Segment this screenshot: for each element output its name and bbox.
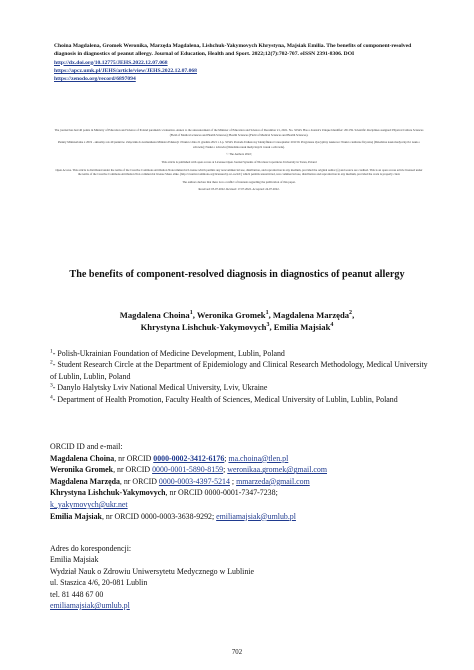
separator: ; — [229, 476, 237, 486]
notice-copyright: © The Authors 2022; — [226, 152, 252, 157]
email-link[interactable]: k_yakymovych@ukr.net — [50, 499, 128, 509]
notice-open-access: Open Access. This article is distributed under the terms of the Creative Commons Attribution Noncommercial License which permits any noncommercial use, distribution, and reproduction in any medium, provided the original author (s) and source are credited. This is an open access article licensed under the terms of the Creative Commons Attribution Non commercial license Share alike. (http://creativecommons.org/licenses/by-nc-sa/4.0/) which permits unrestricted, non commercial use, distribution and reproduction in any medium, provided the work is properly cited. — [55, 167, 423, 177]
separator: ; — [224, 453, 229, 463]
affiliation-item — [50, 394, 428, 405]
notice-license: This article is published with open access at Licensee Open Journal Systems of Nicolaus Copernicus University in Torun, Poland — [161, 159, 317, 164]
affiliation-text: - Student Research Circle at the Department of Epidemiology and Clinical Research Methodology, Medical University of Lublin, Lublin, Poland — [50, 360, 428, 381]
article-link[interactable]: https://apcz.umk.pl/JEHS/article/view/JEHS.2022.12.07.068 — [54, 67, 197, 74]
notice-points-pl: Punkty Ministerialne z 2019 - aktualny rok 40 punktów. Załącznik do komunikatu Ministra Edukacji i Nauki z dnia 21 grudnia 2021 r. Lp. 32343. Posiada Unikatowy Identyfikator Czasopisma: 201159. Przypisane dyscypliny naukowe: Nauki o kulturze fizycznej (Dziedzina nauk medycznych i nauk o zdrowiu); Nauki o zdrowiu (Dziedzina nauk medycznych i nauk o zdrowiu). — [58, 140, 420, 149]
orcid-author-name: Weronika Gromek — [50, 465, 114, 475]
affiliation-item — [50, 359, 428, 382]
orcid-label: , nr ORCID — [114, 453, 154, 463]
notice-points-en: The journal has had 40 points in Ministry of Education and Science of Poland parametric evaluation. Annex to the announcement of the Minister of Education and Science of December 21, 2021. No. 32343. Has a Journal's Unique Identifier: 201159. Scientific disciplines assigned: Physical Culture Sciences (Field of Medical sciences and Health Sciences); Health Sciences (Field of Medical Sciences and Health Sciences). — [54, 128, 424, 137]
affiliation-item — [50, 382, 428, 393]
citation-block — [54, 42, 426, 83]
author-affiliation-mark: 1 — [265, 310, 269, 317]
affiliation-text: - Department of Health Promotion, Faculty Health of Sciences, Medical University of Lublin, Lublin, Poland — [52, 394, 398, 404]
orcid-author-name: Emilia Majsiak — [50, 511, 102, 521]
email-link[interactable]: mmarzeda@gmail.com — [236, 476, 310, 486]
email-link[interactable]: weronikaa.gromek@gmail.com — [227, 465, 327, 475]
author-affiliation-mark: 3 — [266, 322, 270, 329]
orcid-row — [50, 453, 428, 465]
paper-title: The benefits of component-resolved diagnosis in diagnostics of peanut allergy — [69, 269, 405, 280]
affiliation-number: 4 — [50, 394, 53, 400]
orcid-label: , nr ORCID 0000-0001-7347-7238; — [165, 488, 278, 498]
orcid-link[interactable]: 0000-0003-4397-5214 — [158, 476, 230, 486]
orcid-row — [50, 487, 428, 499]
correspondence-heading: Adres do korespondencji: — [50, 544, 132, 553]
orcid-row — [50, 476, 428, 488]
affiliation-number: 2 — [50, 359, 53, 366]
orcid-link[interactable]: 0000-0002-3412-6176 — [153, 453, 225, 463]
correspondence-address — [50, 543, 428, 611]
zenodo-link[interactable]: https://zenodo.org/record/6897094 — [54, 76, 136, 83]
orcid-author-name: Magdalena Marzęda — [50, 476, 120, 486]
orcid-row — [50, 511, 428, 523]
correspondence-email-link[interactable]: emiliamajsiak@umlub.pl — [50, 601, 130, 611]
author-name: Emilia Majsiak — [273, 322, 331, 333]
author-affiliation-mark: 1 — [189, 310, 193, 317]
orcid-row — [50, 499, 428, 511]
affiliation-number: 3 — [50, 382, 53, 389]
orcid-heading: ORCID ID and e-mail: — [50, 442, 123, 451]
orcid-section — [50, 441, 428, 522]
separator: ; — [223, 465, 228, 475]
author-affiliation-mark: 4 — [330, 322, 334, 329]
orcid-label: , nr ORCID 0000-0003-3638-9292; — [101, 511, 217, 521]
affiliation-item — [50, 348, 428, 359]
author-name: Khrystyna Lishchuk-Yakymovych — [140, 322, 267, 333]
correspondence-line: Wydział Nauk o Zdrowiu Uniwersytetu Medycznego w Lublinie — [50, 566, 254, 576]
citation-text: Choina Magdalena, Gromek Weronika, Marzęda Magdalena, Lishchuk-Yakymovych Khrystyna, Majsiak Emilia. The benefits of component-resolved diagnosis in diagnostics of peanut allergy. Journal of Education, Health and Sport. 2022;12(7):702-707. eISSN 2391-8306. DOI — [54, 43, 412, 58]
email-link[interactable]: ma.choina@tlen.pl — [228, 453, 289, 463]
journal-notice — [54, 128, 424, 195]
author-name: Magdalena Choina — [119, 310, 190, 320]
orcid-row — [50, 464, 428, 476]
orcid-link[interactable]: 0000-0001-5890-8159 — [152, 465, 224, 475]
email-link[interactable]: emiliamajsiak@umlub.pl — [216, 511, 296, 521]
orcid-author-name: Khrystyna Lishchuk-Yakymovych — [50, 488, 166, 498]
author-affiliation-mark: 2 — [349, 310, 353, 317]
author-list: Magdalena Choina$^1$, Weronika Gromek$^1$, Magdalena Marzęda$^2$, Khrystyna Lishchuk-Yakymovych$^3$, Emilia Majsiak$^4$ — [119, 310, 355, 333]
affiliation-number: 1 — [50, 348, 53, 355]
author-name: Magdalena Marzęda — [272, 310, 350, 320]
author-name: Weronika Gromek — [196, 310, 266, 320]
doi-link[interactable]: http://dx.doi.org/10.12775/JEHS.2022.12.07.068 — [54, 59, 168, 66]
notice-conflict: The authors declare that there is no conflict of interests regarding the publication of this paper. — [182, 179, 296, 184]
notice-dates: Received: 05.07.2022. Revised: 17.07.2022. Accepted: 24.07.2022. — [198, 187, 280, 192]
affiliation-text: - Polish-Ukrainian Foundation of Medicine Development, Lublin, Poland — [52, 349, 285, 358]
orcid-label: , nr ORCID — [119, 476, 159, 486]
affiliations — [50, 348, 428, 405]
correspondence-name: Emilia Majsiak — [50, 555, 99, 565]
orcid-author-name: Magdalena Choina — [50, 453, 115, 463]
orcid-label: , nr ORCID — [113, 465, 153, 475]
correspondence-line: ul. Staszica 4/6, 20-081 Lublin — [50, 578, 148, 588]
affiliation-text: - Danylo Halytsky Lviv National Medical University, Lviv, Ukraine — [52, 383, 268, 393]
correspondence-phone: tel. 81 448 67 00 — [50, 589, 104, 599]
page-number: 702 — [231, 649, 243, 656]
